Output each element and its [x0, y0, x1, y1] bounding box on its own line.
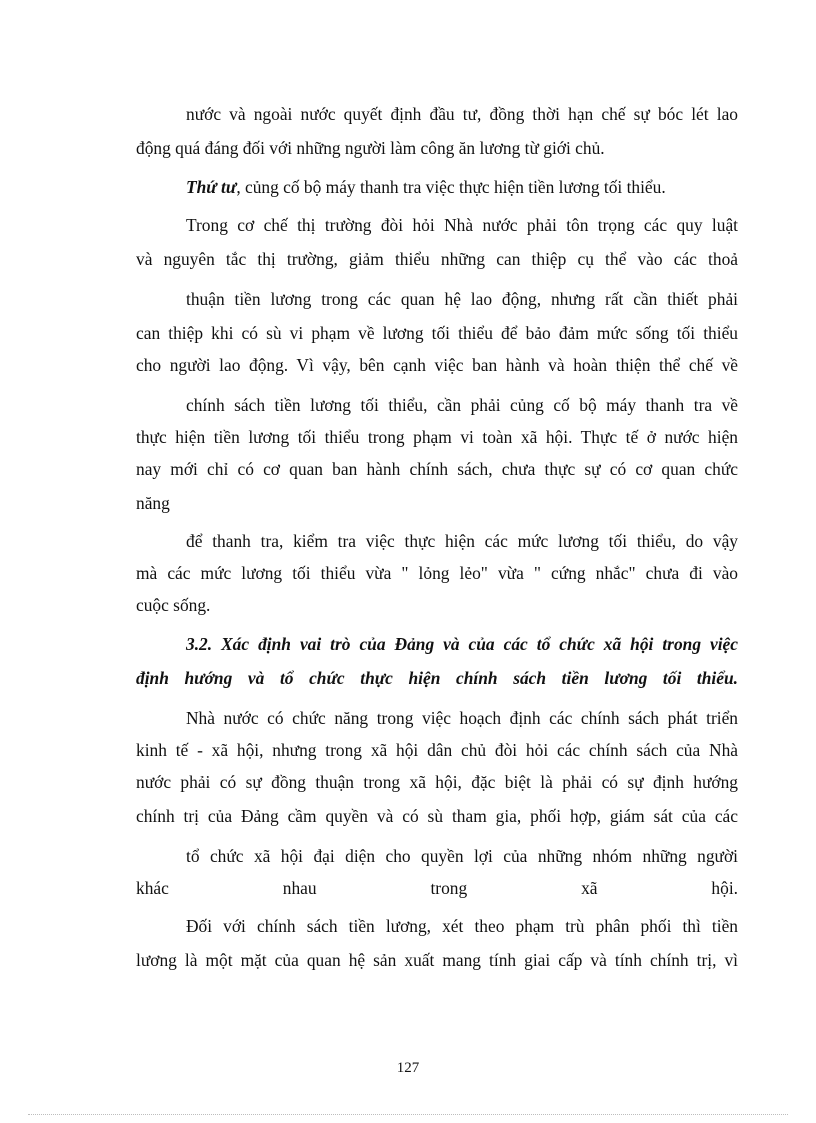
text-line: thực hiện tiền lương tối thiểu trong phạm vi toàn xã hội. Thực tế ở nước hiện [136, 427, 738, 447]
text-line: năng [136, 493, 170, 513]
text-line: Đối với chính sách tiền lương, xét theo phạm trù phân phối thì tiền [186, 916, 738, 936]
section-heading: 3.2. Xác định vai trò của Đảng và của các tổ chức xã hội trong việc [186, 634, 738, 654]
text-line: mà các mức lương tối thiểu vừa " lỏng lẻo" vừa " cứng nhắc" chưa đi vào [136, 563, 738, 583]
page-number: 127 [396, 1060, 420, 1076]
text-line: nước và ngoài nước quyết định đầu tư, đồng thời hạn chế sự bóc lét lao [186, 104, 738, 124]
text-line: chính trị của Đảng cầm quyền và có sù tham gia, phối hợp, giám sát của các [136, 806, 738, 826]
text-line [186, 175, 738, 199]
text-line: thuận tiền lương trong các quan hệ lao động, nhưng rất cần thiết phải [186, 289, 738, 309]
text-line: khác nhau trong xã hội. [136, 878, 738, 898]
emphasis-lead: Thứ tư [186, 177, 237, 197]
text-line: Trong cơ chế thị trường đòi hỏi Nhà nước phải tôn trọng các quy luật [186, 215, 738, 235]
text-line: lương là một mặt của quan hệ sản xuất mang tính giai cấp và tính chính trị, vì [136, 950, 738, 970]
section-heading: định hướng và tổ chức thực hiện chính sách tiền lương tối thiểu. [136, 668, 738, 688]
text-line: chính sách tiền lương tối thiểu, cần phải củng cố bộ máy thanh tra về [186, 395, 738, 415]
text-line: động quá đáng đối với những người làm công ăn lương từ giới chủ. [136, 138, 605, 158]
text-line: nước phải có sự đồng thuận trong xã hội, đặc biệt là phải có sự định hướng [136, 772, 738, 792]
text-line: Nhà nước có chức năng trong việc hoạch định các chính sách phát triển [186, 708, 738, 728]
text-line: nay mới chỉ có cơ quan ban hành chính sách, chưa thực sự có cơ quan chức [136, 459, 738, 479]
footer-divider [28, 1114, 788, 1115]
emphasis-rest: củng cố bộ máy thanh tra việc thực hiện tiền lương tối thiểu. [245, 177, 666, 197]
text-line: kinh tế - xã hội, nhưng trong xã hội dân chủ đòi hỏi các chính sách của Nhà [136, 740, 738, 760]
text-line: tổ chức xã hội đại diện cho quyền lợi của những nhóm những người [186, 846, 738, 866]
text-line: can thiệp khi có sù vi phạm về lương tối thiểu để bảo đảm mức sống tối thiểu [136, 323, 738, 343]
text-line: để thanh tra, kiểm tra việc thực hiện các mức lương tối thiểu, do vậy [186, 531, 738, 551]
text-line: cho người lao động. Vì vậy, bên cạnh việc ban hành và hoàn thiện thể chế về [136, 355, 738, 375]
emphasis-separator: , [236, 177, 246, 197]
text-line: và nguyên tắc thị trường, giảm thiểu những can thiệp cụ thể vào các thoả [136, 249, 738, 269]
text-line: cuộc sống. [136, 595, 211, 615]
